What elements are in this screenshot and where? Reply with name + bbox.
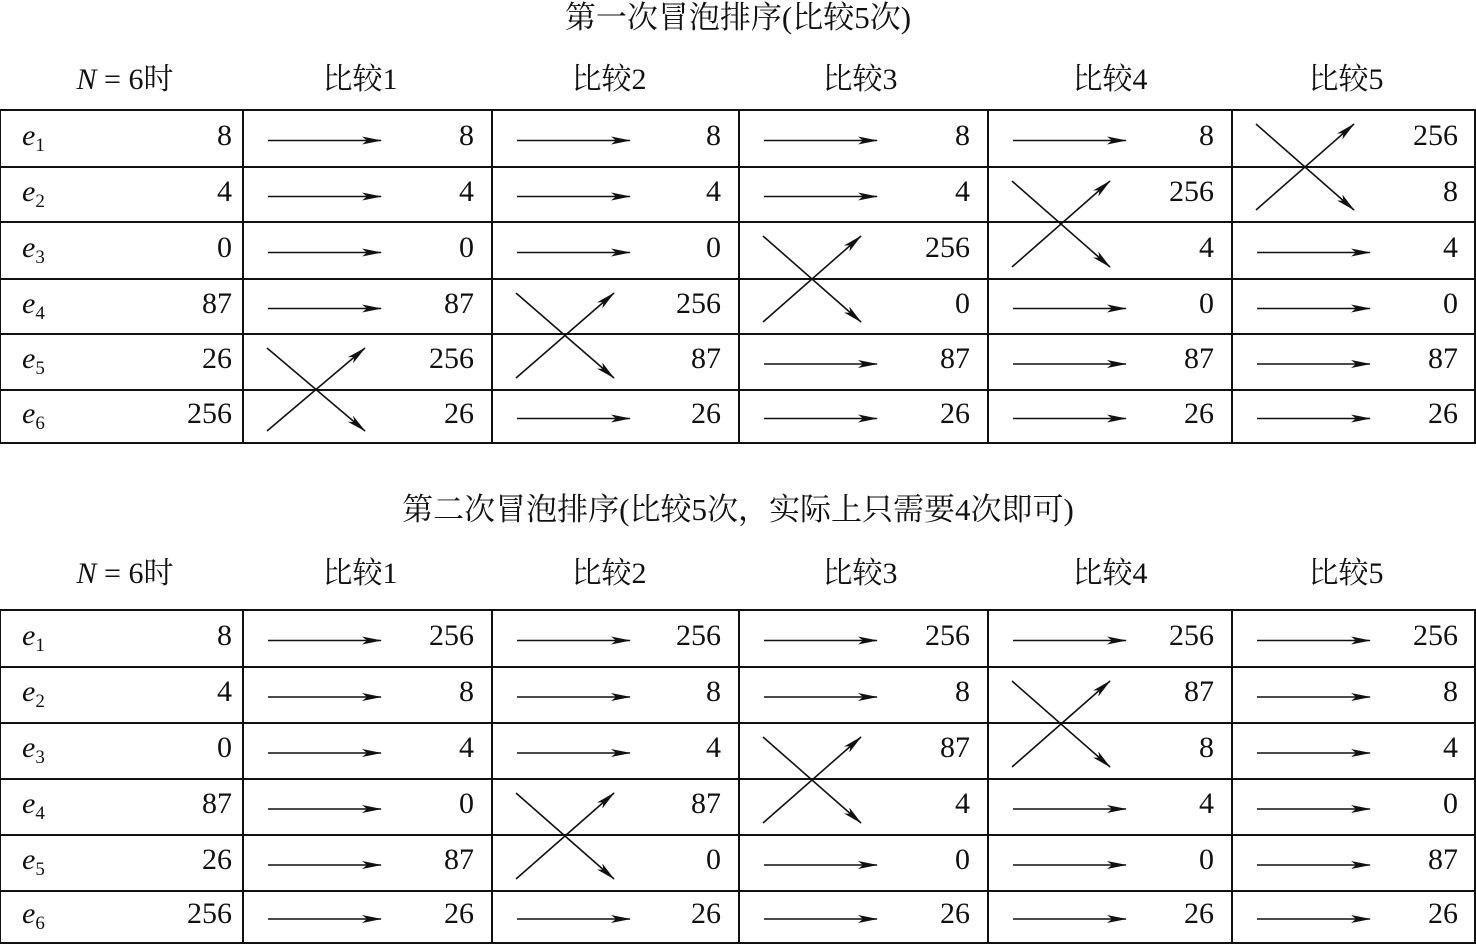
step-value: 0 (706, 230, 721, 264)
step-value: 8 (955, 675, 970, 708)
row-label-subscript: 1 (35, 134, 45, 156)
step-value: 87 (1184, 675, 1214, 708)
step-value: 26 (940, 396, 970, 430)
step-value: 256 (676, 286, 721, 320)
row-label-subscript: 4 (35, 302, 45, 324)
row-label-e2: $e_2$ (22, 675, 45, 712)
row-label-e3: $e_3$ (22, 731, 45, 768)
row-label-subscript: 2 (35, 691, 45, 712)
step-value: 0 (1199, 286, 1214, 320)
header-n-variable: N (76, 557, 97, 590)
row-label-e2: $e_2$ (22, 174, 45, 212)
row-label-subscript: 6 (35, 412, 45, 434)
column-header-compare-5: 比较5 (1308, 557, 1384, 590)
step-value: 8 (955, 118, 970, 152)
step-value: 26 (444, 396, 474, 430)
step-value: 87 (691, 342, 721, 375)
row-label-subscript: 5 (35, 859, 45, 880)
step-value: 4 (955, 787, 970, 820)
step-value: 0 (1443, 787, 1458, 820)
row-label-e4: $e_4$ (22, 286, 45, 324)
step-value: 256 (925, 618, 970, 652)
step-value: 26 (1184, 897, 1214, 930)
step-value: 4 (1443, 230, 1458, 264)
header-n-variable: N (76, 63, 97, 96)
initial-value: 8 (217, 618, 232, 652)
step-value: 0 (1443, 286, 1458, 320)
column-header-compare-2: 比较2 (571, 63, 647, 96)
step-value: 256 (1413, 118, 1458, 152)
column-header-compare-1: 比较1 (322, 557, 398, 590)
step-value: 87 (940, 731, 970, 764)
row-label-subscript: 3 (35, 747, 45, 768)
step-value: 87 (444, 843, 474, 876)
row-label-e1: $e_1$ (22, 118, 45, 156)
initial-value: 0 (217, 230, 232, 264)
column-header-compare-2: 比较2 (571, 557, 647, 590)
row-label-subscript: 5 (35, 358, 45, 379)
column-header-compare-4: 比较4 (1072, 557, 1148, 590)
row-label-e1: $e_1$ (22, 618, 45, 656)
initial-value: 26 (202, 342, 232, 375)
step-value: 26 (1184, 396, 1214, 430)
step-value: 26 (1428, 897, 1458, 930)
step-value: 8 (706, 675, 721, 708)
step-value: 26 (444, 897, 474, 930)
step-value: 8 (459, 675, 474, 708)
column-header-compare-1: 比较1 (322, 63, 398, 96)
column-header-compare-4: 比较4 (1072, 63, 1148, 96)
step-value: 0 (459, 787, 474, 820)
initial-value: 256 (187, 897, 232, 930)
initial-value: 4 (217, 174, 232, 208)
step-value: 8 (1199, 731, 1214, 764)
step-value: 0 (706, 843, 721, 876)
step-value: 0 (459, 230, 474, 264)
step-value: 4 (955, 174, 970, 208)
initial-value: 0 (217, 731, 232, 764)
step-value: 26 (691, 897, 721, 930)
step-value: 4 (1443, 731, 1458, 764)
step-value: 4 (706, 731, 721, 764)
step-value: 256 (429, 342, 474, 375)
step-value: 26 (691, 396, 721, 430)
step-value: 0 (955, 843, 970, 876)
column-header-compare-5: 比较5 (1308, 63, 1384, 96)
step-value: 256 (429, 618, 474, 652)
step-value: 8 (1199, 118, 1214, 152)
step-value: 87 (1184, 342, 1214, 375)
step-value: 4 (459, 174, 474, 208)
row-label-subscript: 2 (35, 190, 45, 212)
step-value: 8 (1443, 675, 1458, 708)
initial-value: 87 (202, 286, 232, 320)
step-value: 26 (940, 897, 970, 930)
step-value: 87 (940, 342, 970, 375)
step-value: 26 (1428, 396, 1458, 430)
step-value: 4 (1199, 230, 1214, 264)
table-title: 第二次冒泡排序(比较5次，实际上只需要4次即可) (402, 492, 1074, 527)
step-value: 4 (1199, 787, 1214, 820)
row-label-subscript: 6 (35, 913, 45, 934)
row-label-e4: $e_4$ (22, 787, 45, 824)
row-label-subscript: 4 (35, 803, 45, 824)
row-label-subscript: 1 (35, 634, 45, 656)
row-label-e6: $e_6$ (22, 396, 45, 434)
row-label-e6: $e_6$ (22, 897, 45, 934)
step-value: 8 (706, 118, 721, 152)
header-n-value: = 6时 (96, 557, 174, 590)
initial-value: 4 (217, 675, 232, 708)
initial-value: 87 (202, 787, 232, 820)
row-label-e5: $e_5$ (22, 843, 45, 880)
step-value: 8 (459, 118, 474, 152)
step-value: 4 (459, 731, 474, 764)
column-header-compare-3: 比较3 (822, 63, 898, 96)
row-label-subscript: 3 (35, 246, 45, 268)
header-n-value: = 6时 (96, 63, 174, 96)
initial-value: 256 (187, 396, 232, 430)
step-value: 87 (1428, 843, 1458, 876)
step-value: 256 (1169, 618, 1214, 652)
step-value: 8 (1443, 174, 1458, 208)
initial-value: 8 (217, 118, 232, 152)
step-value: 256 (1169, 174, 1214, 208)
row-label-e3: $e_3$ (22, 230, 45, 268)
table-title: 第一次冒泡排序(比较5次) (564, 0, 912, 35)
step-value: 0 (1199, 843, 1214, 876)
step-value: 87 (444, 286, 474, 320)
column-header-compare-3: 比较3 (822, 557, 898, 590)
step-value: 4 (706, 174, 721, 208)
step-value: 256 (925, 230, 970, 264)
initial-value: 26 (202, 843, 232, 876)
step-value: 0 (955, 286, 970, 320)
step-value: 256 (1413, 618, 1458, 652)
step-value: 87 (691, 787, 721, 820)
step-value: 87 (1428, 342, 1458, 375)
step-value: 256 (676, 618, 721, 652)
row-label-e5: $e_5$ (22, 342, 45, 379)
